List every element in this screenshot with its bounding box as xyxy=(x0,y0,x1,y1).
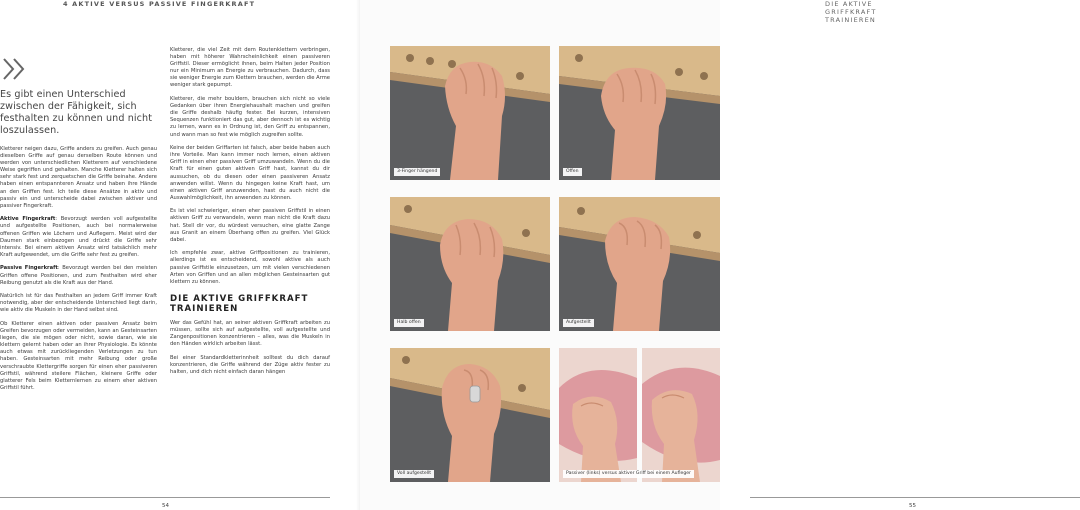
paragraph: Keine der beiden Griffarten ist falsch, aber beide haben auch ihre Vorteile. Man kann immer noch lernen, einen aktiven Griff in einen eher passiven Griff umzuwandeln. Wenn du die Kraft für einen guten aktiven Griff hast, kannst du dir aussuchen, ob du diesen oder einen passiveren Ansatz anwenden willst. Wenn du hingegen keine Kraft hast, um einen aktiven Griff anzuwenden, hast du auch nicht die Auswahlmöglichkeit, ihn anwenden zu können. xyxy=(170,145,330,201)
photo-caption: Voll aufgestellt xyxy=(394,470,434,478)
photo-crimp-grip xyxy=(559,197,720,331)
left-page xyxy=(0,0,360,510)
section-heading: DIE AKTIVE GRIFFKRAFT TRAINIEREN xyxy=(170,293,309,314)
footer-rule xyxy=(0,497,330,498)
paragraph-active-grip xyxy=(0,216,157,259)
text-column-1 xyxy=(0,146,157,398)
photo-caption: Aufgestellt xyxy=(563,319,594,327)
definition-passive: : Bevorzugt werden bei den meisten Griffen offene Positionen, und zum Festhalten wird eher Reibung genutzt als die Kraft aus der Hand. xyxy=(0,265,157,286)
definition-active: : Bevorzugt werden voll aufgestellte und aufgestellte Positionen, auch bei normalerweise offenen Griffen wie Löchern und Auflegern. Meist wird der Daumen stark einbezogen und drückt die Griffe sehr intensiv. Bei einem aktiven Ansatz wird tatsächlich mehr Kraft aufgewendet, um die Griffe sehr fest zu greifen. xyxy=(0,216,157,258)
paragraph: Kletterer, die mehr bouldern, brauchen sich nicht so viele Gedanken über ihren Energiehaushalt machen und greifen die Griffe deshalb häufig fester. Bei kurzen, intensiven Sequenzen funktioniert das gut, aber dennoch ist es wichtig zu lernen, wann es in Ordnung ist, den Griff zu entspannen, und wann man so fest wie möglich zugreifen sollte. xyxy=(170,96,330,138)
photo-caption: 3-Finger hängend xyxy=(394,168,440,176)
page-number-right: 55 xyxy=(909,503,916,509)
page-number-left: 54 xyxy=(162,503,169,509)
pull-quote: Es gibt einen Unterschied zwischen der Fähigkeit, sich festhalten zu können und nicht loszulassen. xyxy=(0,89,153,136)
footer-rule xyxy=(750,497,1080,498)
photo-caption: Offen xyxy=(563,168,582,176)
left-running-head: 4 AKTIVE VERSUS PASSIVE FINGERKRAFT xyxy=(63,0,256,8)
term-active: Aktive Fingerkraft xyxy=(0,216,56,223)
photo-passive-sloper xyxy=(559,348,637,482)
right-running-head: DIE AKTIVE GRIFFKRAFT TRAINIEREN xyxy=(825,0,877,24)
photo-open-grip xyxy=(559,46,720,180)
term-passive: Passive Fingerkraft xyxy=(0,265,58,272)
text-column-2 xyxy=(170,47,330,382)
paragraph: Ich empfehle zwar, aktive Griffpositionen zu trainieren, allerdings ist es entscheidend, sowohl aktive als auch passive Griffstile einzusetzen, um mit vielen verschiedenen Arten von Griffen und an allen möglichen Gesteinsarten gut klettern zu können. xyxy=(170,250,330,285)
photo-three-finger-hang xyxy=(390,46,550,180)
photo-caption-sloper: Passiver (links) versus aktiver Griff bei einem Aufleger xyxy=(563,470,694,478)
photo-full-crimp-grip xyxy=(390,348,550,482)
paragraph-passive-grip xyxy=(0,265,157,286)
double-chevron-icon xyxy=(2,57,28,81)
paragraph: Natürlich ist für das Festhalten an jedem Griff immer Kraft notwendig, aber der entscheidende Unterschied liegt darin, wie aktiv die Muskeln in der Hand selbst sind. xyxy=(0,293,157,314)
paragraph: Wer das Gefühl hat, an seiner aktiven Griffkraft arbeiten zu müssen, sollte sich auf aufgestellte, voll aufgestellte und Zangenpositionen konzentrieren – alles, was die Muskeln in den Händen wirklich arbeiten lässt. xyxy=(170,319,330,348)
photo-half-open-grip xyxy=(390,197,550,331)
paragraph: Kletterer, die viel Zeit mit dem Routenklettern verbringen, haben mit höherer Wahrscheinlichkeit einen passiveren Griffstil. Dieser ermöglicht ihnen, beim Halten jeder Position nur ein Minimum an Energie zu verbrauchen. Dadurch, dass sie weniger Energie zum Klettern brauchen, werden die Arme weniger stark gepumpt. xyxy=(170,47,330,89)
paragraph: Bei einer Standardkletterinnheit solltest du dich darauf konzentrieren, die Griffe während der Züge aktiv fester zu halten, und dich nicht einfach daran hängen xyxy=(170,354,330,375)
paragraph: Ob Kletterer einen aktiven oder passiven Ansatz beim Greifen bevorzugen oder vermeiden, kann an Gesteinsarten liegen, die sie mögen oder nicht, sowie daran, wie sie klettern gelernt haben oder an ihrer Physiologie. Es könnte auch etwas mit zurückliegenden Verletzungen zu tun haben. Gesteinsarten mit mehr Reibung oder große verschraubte Klettergriffe sorgen für einen eher passiveren Griffstil, während steilere Flächen, kleinere Griffe oder glatterer Fels beim Kletternlernen zu einem eher aktiven Griffstil führt. xyxy=(0,320,157,391)
paragraph: Es ist viel schwieriger, einen eher passiven Griffstil in einen aktiven Griff zu verwandeln, wenn man nicht die Kraft dazu hat. Stell dir vor, du würdest versuchen, eine glatte Zange aus Granit an einem Überhang offen zu greifen. Viel Glück dabei. xyxy=(170,208,330,243)
paragraph: Kletterer neigen dazu, Griffe anders zu greifen. Auch genau dieselben Griffe auf genau derselben Route können und werden von unterschiedlichen Kletterern auf verschiedene Weise gegriffen und gehalten. Manche Kletterer halten sich sehr stark fest und zerquetschen die Griffe beinahe. Andere haben einen entspannteren Ansatz und haben ihre Hände an den Griffen fest. Ich teile diese Ansätze in aktiv und passiv ein und unterscheide dabei zwischen aktiver und passiver Fingerkraft. xyxy=(0,146,157,209)
photo-caption: Halb offen xyxy=(394,319,424,327)
photo-active-sloper xyxy=(642,348,720,482)
